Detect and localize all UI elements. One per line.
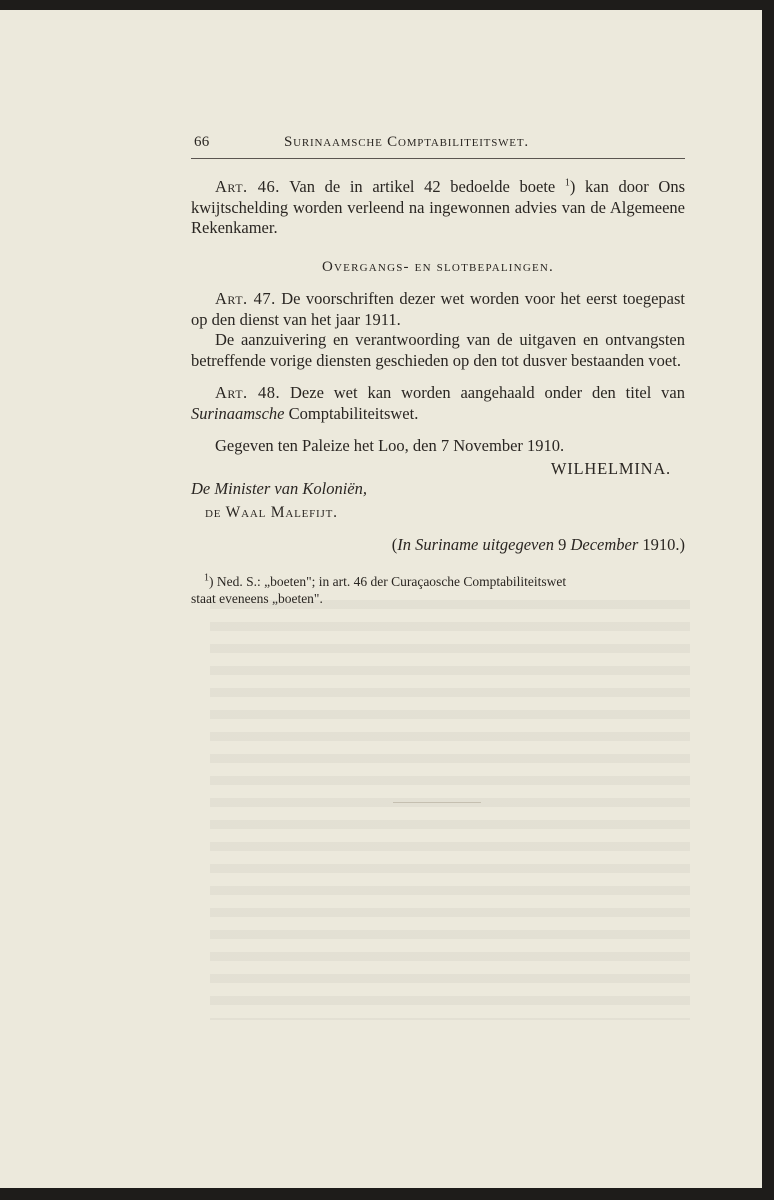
article-48-text-cont: Comptabiliteitswet.	[288, 403, 419, 423]
article-46	[191, 177, 685, 239]
article-48-text: Deze wet kan worden aangehaald onder den titel van	[290, 383, 685, 402]
bleed-through-rule	[393, 802, 481, 803]
article-46-label: Art. 46.	[215, 177, 280, 196]
footnote-line-2: staat eveneens „boeten".	[191, 591, 323, 606]
publication-year: 1910.)	[638, 535, 685, 554]
running-title: Surinaamsche Comptabiliteitswet.	[284, 134, 529, 150]
footnote	[191, 573, 701, 607]
footnote-text-1: ) Ned. S.: „boeten"; in art. 46 der Curaçaosche Comptabiliteitswet	[209, 574, 567, 589]
publication-place: In Suriname uitgegeven	[397, 535, 554, 554]
page-body	[191, 177, 685, 556]
royal-signature: WILHELMINA.	[550, 458, 671, 478]
page-number: 66	[194, 134, 210, 150]
article-46-text: Van de in artikel 42 bedoelde boete	[289, 177, 556, 196]
article-46-text-cont: ) kan door Ons kwijtschelding worden verleend na ingewonnen advies van de Algemeene Rekenkamer.	[191, 177, 686, 237]
publication-open-paren: (	[391, 535, 398, 554]
article-47-text: De voorschriften dezer wet worden voor het eerst toegepast op den dienst van het jaar 1911.	[191, 289, 686, 329]
article-47	[191, 289, 685, 330]
bleed-through-text	[210, 600, 690, 1020]
footnote-line-1	[191, 573, 701, 590]
publication-month: December	[570, 535, 639, 554]
article-47-paragraph-2: De aanzuivering en verantwoording van de uitgaven en ontvangsten betreffende vorige diensten geschieden op den tot dusver bestaanden voet.	[191, 330, 685, 370]
article-47-label: Art. 47.	[215, 289, 276, 308]
given-line: Gegeven ten Paleize het Loo, den 7 November 1910.	[215, 436, 565, 455]
article-48-italic: Surinaamsche	[191, 403, 285, 423]
minister-name: de Waal Malefijt.	[205, 503, 338, 521]
footnote-mark: 1	[204, 572, 209, 584]
publication-day: 9	[553, 535, 571, 554]
header-rule	[191, 158, 685, 159]
section-heading: Overgangs- en slotbepalingen.	[322, 258, 554, 275]
publication-line	[191, 535, 685, 556]
footnote-ref: 1	[564, 177, 570, 189]
article-48-label: Art. 48.	[215, 383, 281, 402]
minister-title: De Minister van Koloniën,	[191, 479, 367, 498]
article-48	[191, 383, 685, 424]
